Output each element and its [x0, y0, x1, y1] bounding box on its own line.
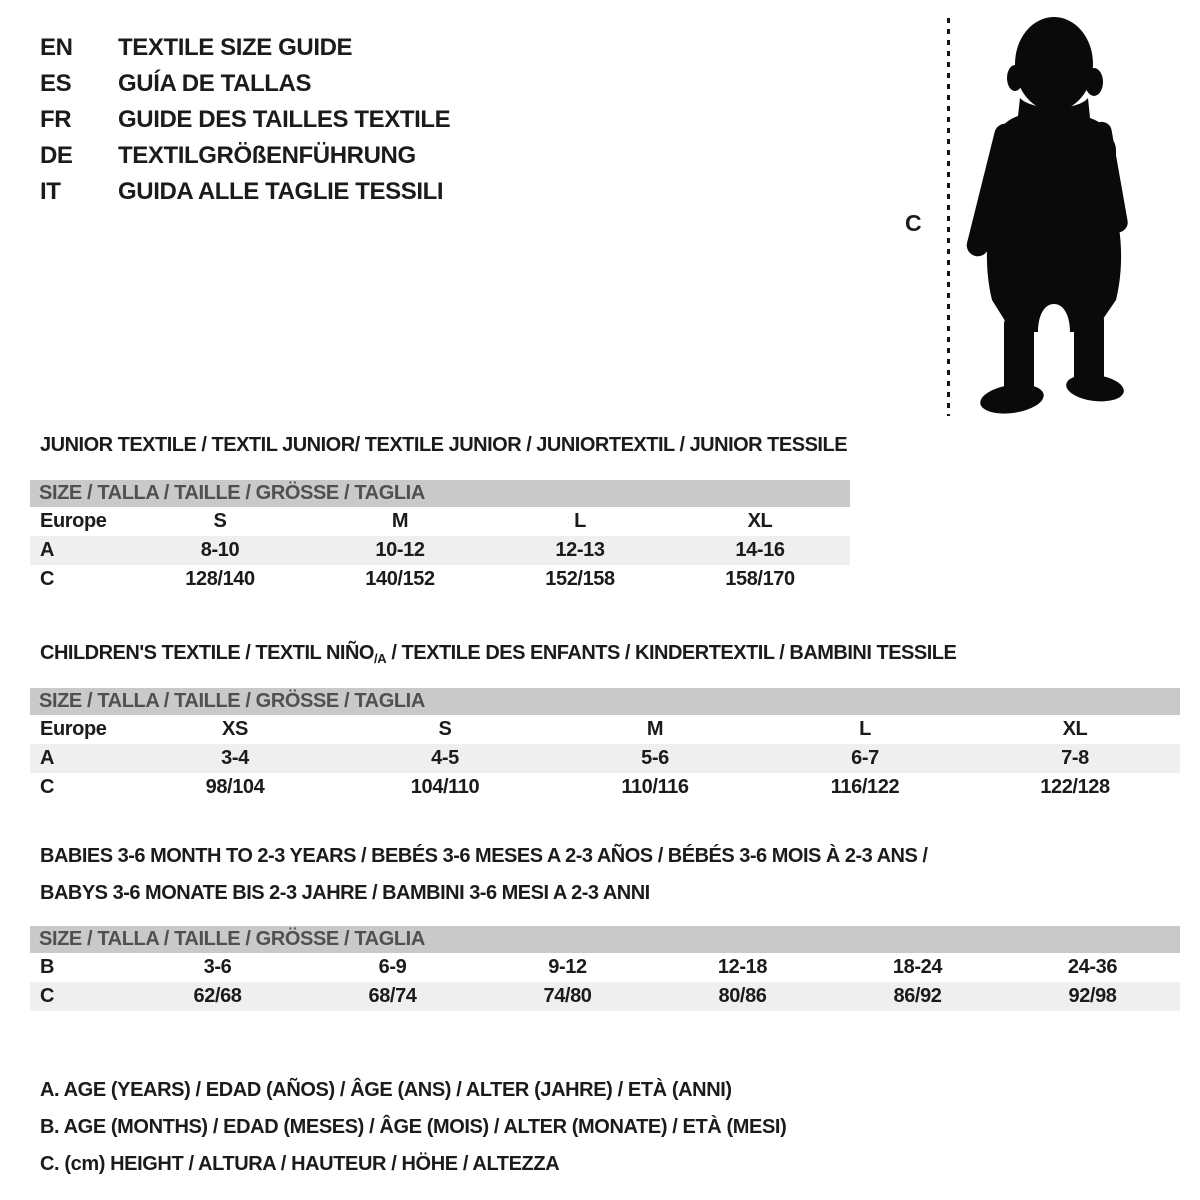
legend-line-c: C. (cm) HEIGHT / ALTURA / HAUTEUR / HÖHE / ALTEZZA — [40, 1153, 560, 1175]
cell: 6-9 — [378, 956, 407, 978]
cell: M — [646, 718, 664, 740]
cell: 14-16 — [735, 539, 785, 561]
cell: 80/86 — [718, 985, 767, 1007]
cell: 9-12 — [548, 956, 587, 978]
cell: 7-8 — [1061, 747, 1089, 769]
language-code: FR — [40, 106, 72, 133]
table-row — [30, 715, 1180, 744]
cell: L — [859, 718, 871, 740]
guide-title-de: TEXTILGRÖßENFÜHRUNG — [118, 142, 416, 169]
row-label: A — [40, 747, 55, 769]
cell: 5-6 — [641, 747, 669, 769]
language-row-it — [40, 174, 450, 210]
cell: S — [213, 510, 227, 532]
cell: 92/98 — [1068, 985, 1117, 1007]
children-title-part1: CHILDREN'S TEXTILE / TEXTIL NIÑO — [40, 642, 374, 664]
babies-size-table — [30, 926, 1180, 1011]
cell: 110/116 — [621, 776, 689, 798]
legend-line-b: B. AGE (MONTHS) / EDAD (MESES) / ÂGE (MOIS) / ALTER (MONATE) / ETÀ (MESI) — [40, 1116, 787, 1138]
children-title-part2: / TEXTILE DES ENFANTS / KINDERTEXTIL / BAMBINI TESSILE — [386, 642, 957, 664]
language-code: EN — [40, 34, 73, 61]
cell: S — [438, 718, 452, 740]
language-row-de — [40, 138, 450, 174]
cell: 3-4 — [221, 747, 249, 769]
language-code: DE — [40, 142, 73, 169]
junior-section-title: JUNIOR TEXTILE / TEXTIL JUNIOR/ TEXTILE JUNIOR / JUNIORTEXTIL / JUNIOR TESSILE — [40, 434, 848, 456]
cell: XS — [222, 718, 248, 740]
cell: 18-24 — [892, 956, 943, 978]
language-title-list — [40, 30, 450, 210]
cell: 12-18 — [717, 956, 768, 978]
cell: 12-13 — [555, 539, 605, 561]
table-row — [30, 773, 1180, 802]
cell: 128/140 — [185, 568, 255, 590]
cell: 3-6 — [203, 956, 232, 978]
junior-size-table — [30, 480, 850, 594]
cell: XL — [747, 510, 773, 532]
cell: 68/74 — [368, 985, 417, 1007]
row-label: C — [40, 568, 55, 590]
babies-section-title — [40, 838, 927, 912]
row-label: A — [40, 539, 55, 561]
cell: L — [574, 510, 586, 532]
cell: 62/68 — [193, 985, 242, 1007]
language-row-es — [40, 66, 450, 102]
row-label: Europe — [40, 718, 107, 740]
babies-size-header: SIZE / TALLA / TAILLE / GRÖSSE / TAGLIA — [30, 926, 1180, 953]
babies-title-line1: BABIES 3-6 MONTH TO 2-3 YEARS / BEBÉS 3-6 MESES A 2-3 AÑOS / BÉBÉS 3-6 MOIS À 2-3 ANS / — [40, 845, 928, 867]
cell: 116/122 — [830, 776, 900, 798]
cell: 24-36 — [1067, 956, 1118, 978]
cell: 4-5 — [431, 747, 459, 769]
table-row — [30, 953, 1180, 982]
legend-line-a: A. AGE (YEARS) / EDAD (AÑOS) / ÂGE (ANS) / ALTER (JAHRE) / ETÀ (ANNI) — [40, 1079, 732, 1101]
cell: XL — [1062, 718, 1088, 740]
cell: 122/128 — [1040, 776, 1110, 798]
cell: 8-10 — [200, 539, 240, 561]
language-code: IT — [40, 178, 61, 205]
row-label: C — [40, 776, 55, 798]
table-row — [30, 982, 1180, 1011]
table-row — [30, 744, 1180, 773]
cell: 6-7 — [851, 747, 879, 769]
table-row — [30, 536, 850, 565]
cell: 86/92 — [893, 985, 942, 1007]
height-measure-dashed-line — [947, 18, 950, 416]
children-size-header: SIZE / TALLA / TAILLE / GRÖSSE / TAGLIA — [30, 688, 1180, 715]
table-row — [30, 565, 850, 594]
guide-title-es: GUÍA DE TALLAS — [118, 70, 312, 97]
cell: 104/110 — [410, 776, 480, 798]
language-row-en — [40, 30, 450, 66]
junior-size-header: SIZE / TALLA / TAILLE / GRÖSSE / TAGLIA — [30, 480, 850, 507]
cell: 98/104 — [205, 776, 265, 798]
cell: M — [391, 510, 409, 532]
guide-title-it: GUIDA ALLE TAGLIE TESSILI — [118, 178, 444, 205]
children-section-title — [40, 642, 956, 666]
measure-c-label: C — [905, 210, 922, 236]
children-title-sub: /A — [373, 651, 387, 666]
guide-title-en: TEXTILE SIZE GUIDE — [118, 34, 353, 61]
cell: 158/170 — [725, 568, 795, 590]
row-label: C — [40, 985, 55, 1007]
cell: 152/158 — [545, 568, 615, 590]
language-row-fr — [40, 102, 450, 138]
guide-title-fr: GUIDE DES TAILLES TEXTILE — [118, 106, 451, 133]
language-code: ES — [40, 70, 72, 97]
babies-title-line2: BABYS 3-6 MONATE BIS 2-3 JAHRE / BAMBINI 3-6 MESI A 2-3 ANNI — [40, 882, 650, 904]
table-row — [30, 507, 850, 536]
measurement-legend — [40, 1072, 786, 1183]
children-size-table — [30, 688, 1180, 802]
cell: 10-12 — [375, 539, 425, 561]
row-label: Europe — [40, 510, 107, 532]
toddler-silhouette-image — [966, 14, 1138, 416]
cell: 74/80 — [543, 985, 592, 1007]
row-label: B — [40, 956, 55, 978]
cell: 140/152 — [365, 568, 435, 590]
